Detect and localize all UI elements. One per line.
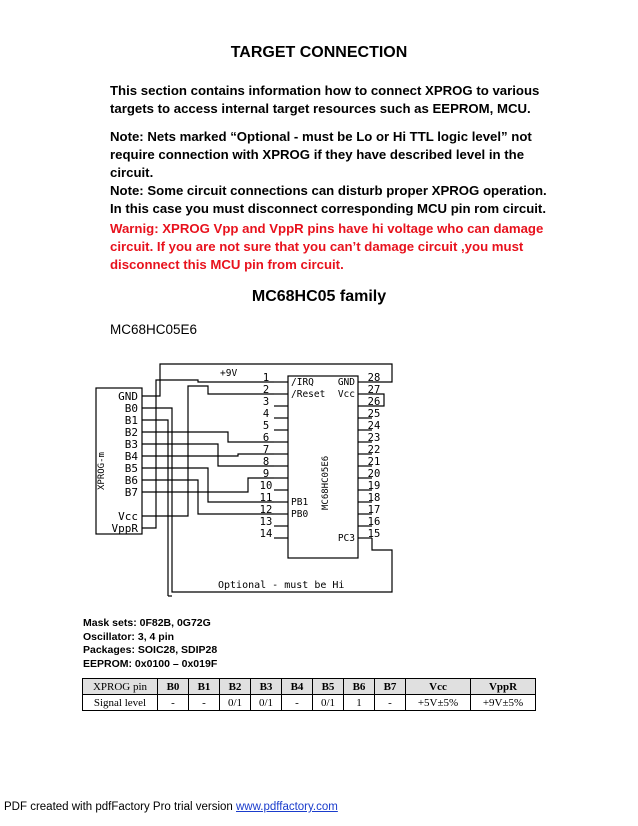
note-line-3: circuit. — [110, 165, 154, 180]
spec-eeprom: EEPROM: 0x0100 – 0x019F — [83, 657, 218, 670]
connector-pin-b6: B6 — [124, 474, 138, 487]
connection-schematic — [88, 360, 408, 610]
pin-number-14: 14 — [259, 528, 273, 540]
table-cell: +5V±5% — [406, 695, 471, 711]
spec-oscillator: Oscillator: 3, 4 pin — [83, 630, 175, 643]
pin-number-22: 22 — [367, 444, 381, 456]
table-cell: 0/1 — [313, 695, 344, 711]
pin-number-13: 13 — [259, 516, 273, 528]
header-cell: XPROG pin — [83, 679, 158, 695]
pin-name-pc3: PC3 — [337, 533, 355, 544]
connector-pin-b0: B0 — [124, 402, 138, 415]
pin-number-10: 10 — [259, 480, 273, 492]
supply-label: +9V — [220, 368, 238, 379]
header-cell: B4 — [282, 679, 313, 695]
header-cell: B3 — [251, 679, 282, 695]
connector-pin-gnd: GND — [118, 390, 138, 403]
pin-number-3: 3 — [262, 396, 270, 408]
pin-number-8: 8 — [262, 456, 270, 468]
pin-number-15: 15 — [367, 528, 381, 540]
intro-line-1: This section contains information how to connect XPROG to various — [110, 83, 540, 98]
pin-number-27: 27 — [367, 384, 381, 396]
header-cell: B2 — [220, 679, 251, 695]
table-cell: 1 — [344, 695, 375, 711]
pin-number-5: 5 — [262, 420, 270, 432]
pin-number-26: 26 — [367, 396, 381, 408]
footer-text: PDF created with pdfFactory Pro trial version — [4, 801, 236, 813]
pin-name-pb0: PB0 — [291, 509, 309, 520]
page-title: TARGET CONNECTION — [230, 44, 408, 61]
header-cell: VppR — [471, 679, 536, 695]
pin-number-28: 28 — [367, 372, 381, 384]
pin-number-20: 20 — [367, 468, 381, 480]
device-name: MC68HC05E6 — [110, 322, 198, 337]
table-cell: Signal level — [83, 695, 158, 711]
pin-number-25: 25 — [367, 408, 381, 420]
chip-label: MC68HC05E6 — [321, 455, 331, 510]
note-line-1: Note: Nets marked “Optional - must be Lo or Hi TTL logic level” not — [110, 129, 532, 144]
pin-number-6: 6 — [262, 432, 270, 444]
signal-table-header — [83, 679, 536, 695]
header-cell: B1 — [189, 679, 220, 695]
warning-line-1: Warnig: XPROG Vpp and VppR pins have hi voltage who can damage — [110, 221, 544, 236]
pin-number-16: 16 — [367, 516, 381, 528]
pin-number-19: 19 — [367, 480, 381, 492]
warning-line-2: circuit. If you are not sure that you can’t damage circuit ,you must — [110, 239, 524, 254]
pin-number-1: 1 — [262, 372, 270, 384]
note-line-2: require connection with XPROG if they have described level in the — [110, 147, 525, 162]
connector-pin-b3: B3 — [124, 438, 138, 451]
note-line-4: Note: Some circuit connections can disturb proper XPROG operation. — [110, 183, 547, 198]
pin-name-vcc: Vcc — [337, 389, 355, 400]
device-specs — [83, 617, 217, 671]
optional-note: Optional - must be Hi — [218, 580, 345, 591]
connector-pin-b7: B7 — [124, 486, 138, 499]
pdf-footer — [4, 801, 338, 813]
connector-pin-b5: B5 — [124, 462, 138, 475]
connector-pin-vcc: Vcc — [118, 510, 138, 523]
pin-number-11: 11 — [259, 492, 273, 504]
footer-link[interactable]: www.pdffactory.com — [236, 801, 338, 813]
pin-number-4: 4 — [262, 408, 270, 420]
pin-number-24: 24 — [367, 420, 381, 432]
signal-table — [82, 678, 536, 711]
table-cell: - — [282, 695, 313, 711]
pin-name-reset: /Reset — [291, 389, 326, 400]
header-cell: B0 — [158, 679, 189, 695]
pin-name-irq: /IRQ — [291, 377, 314, 388]
header-cell: B7 — [375, 679, 406, 695]
table-cell: +9V±5% — [471, 695, 536, 711]
pin-number-7: 7 — [262, 444, 270, 456]
family-heading: MC68HC05 family — [251, 288, 387, 305]
table-cell: - — [189, 695, 220, 711]
pin-number-18: 18 — [367, 492, 381, 504]
connector-pin-vppr: VppR — [111, 522, 138, 535]
signal-table-row — [83, 695, 536, 711]
pin-name-gnd: GND — [337, 377, 355, 388]
spec-packages: Packages: SOIC28, SDIP28 — [83, 644, 218, 657]
table-cell: 0/1 — [251, 695, 282, 711]
pin-name-pb1: PB1 — [291, 497, 309, 508]
connector-pin-b2: B2 — [124, 426, 138, 439]
connector-label: XPROG-m — [97, 452, 107, 490]
header-cell: B5 — [313, 679, 344, 695]
pin-number-2: 2 — [262, 384, 270, 396]
pin-number-9: 9 — [262, 468, 270, 480]
warning-line-3: disconnect this MCU pin from circuit. — [110, 257, 344, 272]
spec-mask-sets: Mask sets: 0F82B, 0G72G — [83, 617, 211, 629]
header-cell: Vcc — [406, 679, 471, 695]
header-cell: B6 — [344, 679, 375, 695]
pin-number-12: 12 — [259, 504, 273, 516]
connector-pin-b4: B4 — [124, 450, 138, 463]
note-line-5: In this case you must disconnect corresponding MCU pin rom circuit. — [110, 201, 546, 216]
pin-number-23: 23 — [367, 432, 381, 444]
connector-pin-b1: B1 — [124, 414, 138, 427]
table-cell: 0/1 — [220, 695, 251, 711]
intro-paragraph — [110, 82, 600, 118]
table-cell: - — [158, 695, 189, 711]
notes-paragraph — [110, 128, 600, 218]
table-cell: - — [375, 695, 406, 711]
pin-number-21: 21 — [367, 456, 381, 468]
pin-number-17: 17 — [367, 504, 381, 516]
warning-paragraph — [110, 220, 600, 274]
intro-line-2: targets to access internal target resources such as EEPROM, MCU. — [110, 101, 531, 116]
